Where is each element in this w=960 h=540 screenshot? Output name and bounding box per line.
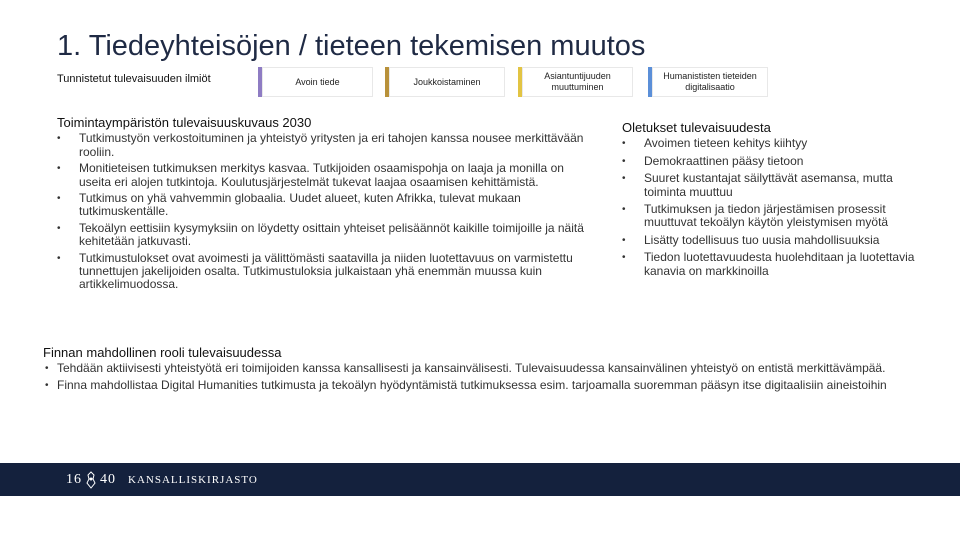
logo-org-name: KANSALLISKIRJASTO: [128, 473, 258, 486]
tag-humanities-digitalisation: Humanististen tieteiden digitalisaatio: [648, 67, 768, 97]
list-item: • Tutkimustyön verkostoituminen ja yhteistyö yritysten ja eri tahojen kanssa nousee merkittävään rooliin.: [57, 132, 597, 159]
trends-label: Tunnistetut tulevaisuuden ilmiöt: [57, 73, 211, 85]
tag-crowdsourcing: Joukkoistaminen: [385, 67, 505, 97]
national-library-logo: [66, 471, 258, 489]
list-item: • Tehdään aktiivisesti yhteistyötä eri toimijoiden kanssa kansallisesti ja kansainvälisesti. Tulevaisuudessa kansainvälinen yhteistyö on entistä merkittävämpää.: [43, 362, 943, 375]
list-item: • Tekoälyn eettisiin kysymyksiin on löydetty osittain yhteiset pelisäännöt kaikille toimijoille ja näitä kehitetään jatkuvasti.: [57, 222, 597, 249]
list-item: • Monitieteisen tutkimuksen merkitys kasvaa. Tutkijoiden osaamispohja on laaja ja monilla on useita eri alojen tutkintoja. Koulutusjärjestelmät tukevat laajaa osaamisen kehittämistä.: [57, 162, 597, 189]
slide-title: 1. Tiedeyhteisöjen / tieteen tekemisen muutos: [57, 30, 646, 62]
future-scenario-list: [57, 132, 597, 291]
crest-icon: [85, 471, 97, 489]
tag-open-science: Avoin tiede: [258, 67, 373, 97]
finna-role-list: [43, 362, 943, 392]
future-scenario-section: [57, 116, 597, 295]
future-scenario-heading: Toimintaympäristön tulevaisuuskuvaus 2030: [57, 115, 312, 130]
list-item: • Tiedon luotettavuudesta huolehditaan ja luotettavia kanavia on markkinoilla: [622, 251, 922, 278]
list-item: • Lisätty todellisuus tuo uusia mahdollisuuksia: [622, 234, 922, 247]
assumptions-list: [622, 137, 922, 278]
finna-role-section: [43, 346, 943, 395]
list-item: • Suuret kustantajat säilyttävät asemansa, mutta toiminta muuttuu: [622, 172, 922, 199]
footer-bar: [0, 463, 960, 496]
list-item: • Tutkimuksen ja tiedon järjestämisen prosessit muuttuvat tekoälyn käytön yleistymisen myötä: [622, 203, 922, 230]
logo-year-right: 40: [100, 471, 116, 487]
list-item: • Tutkimustulokset ovat avoimesti ja välittömästi saatavilla ja niiden luotettavuus on varmistettu tunnettujen jakelijoiden osalta. Tutkimustuloksia julkaistaan yhä enemmän muussa kuin artikkelimuodossa.: [57, 252, 597, 292]
logo-year: [66, 471, 116, 489]
assumptions-section: [622, 121, 922, 282]
list-item: • Tutkimus on yhä vahvemmin globaalia. Uudet alueet, kuten Afrikka, tulevat mukaan tutkimuskentälle.: [57, 192, 597, 219]
tag-expertise-change: Asiantuntijuuden muuttuminen: [518, 67, 633, 97]
assumptions-heading: Oletukset tulevaisuudesta: [622, 120, 771, 135]
list-item: • Avoimen tieteen kehitys kiihtyy: [622, 137, 922, 150]
logo-year-left: 16: [66, 471, 82, 487]
list-item: • Demokraattinen pääsy tietoon: [622, 155, 922, 168]
list-item: • Finna mahdollistaa Digital Humanities tutkimusta ja tekoälyn hyödyntämistä tutkimuksessa esim. tarjoamalla suoremman pääsyn itse digitaalisiin aineistoihin: [43, 379, 943, 392]
finna-role-heading: Finnan mahdollinen rooli tulevaisuudessa: [43, 345, 282, 360]
